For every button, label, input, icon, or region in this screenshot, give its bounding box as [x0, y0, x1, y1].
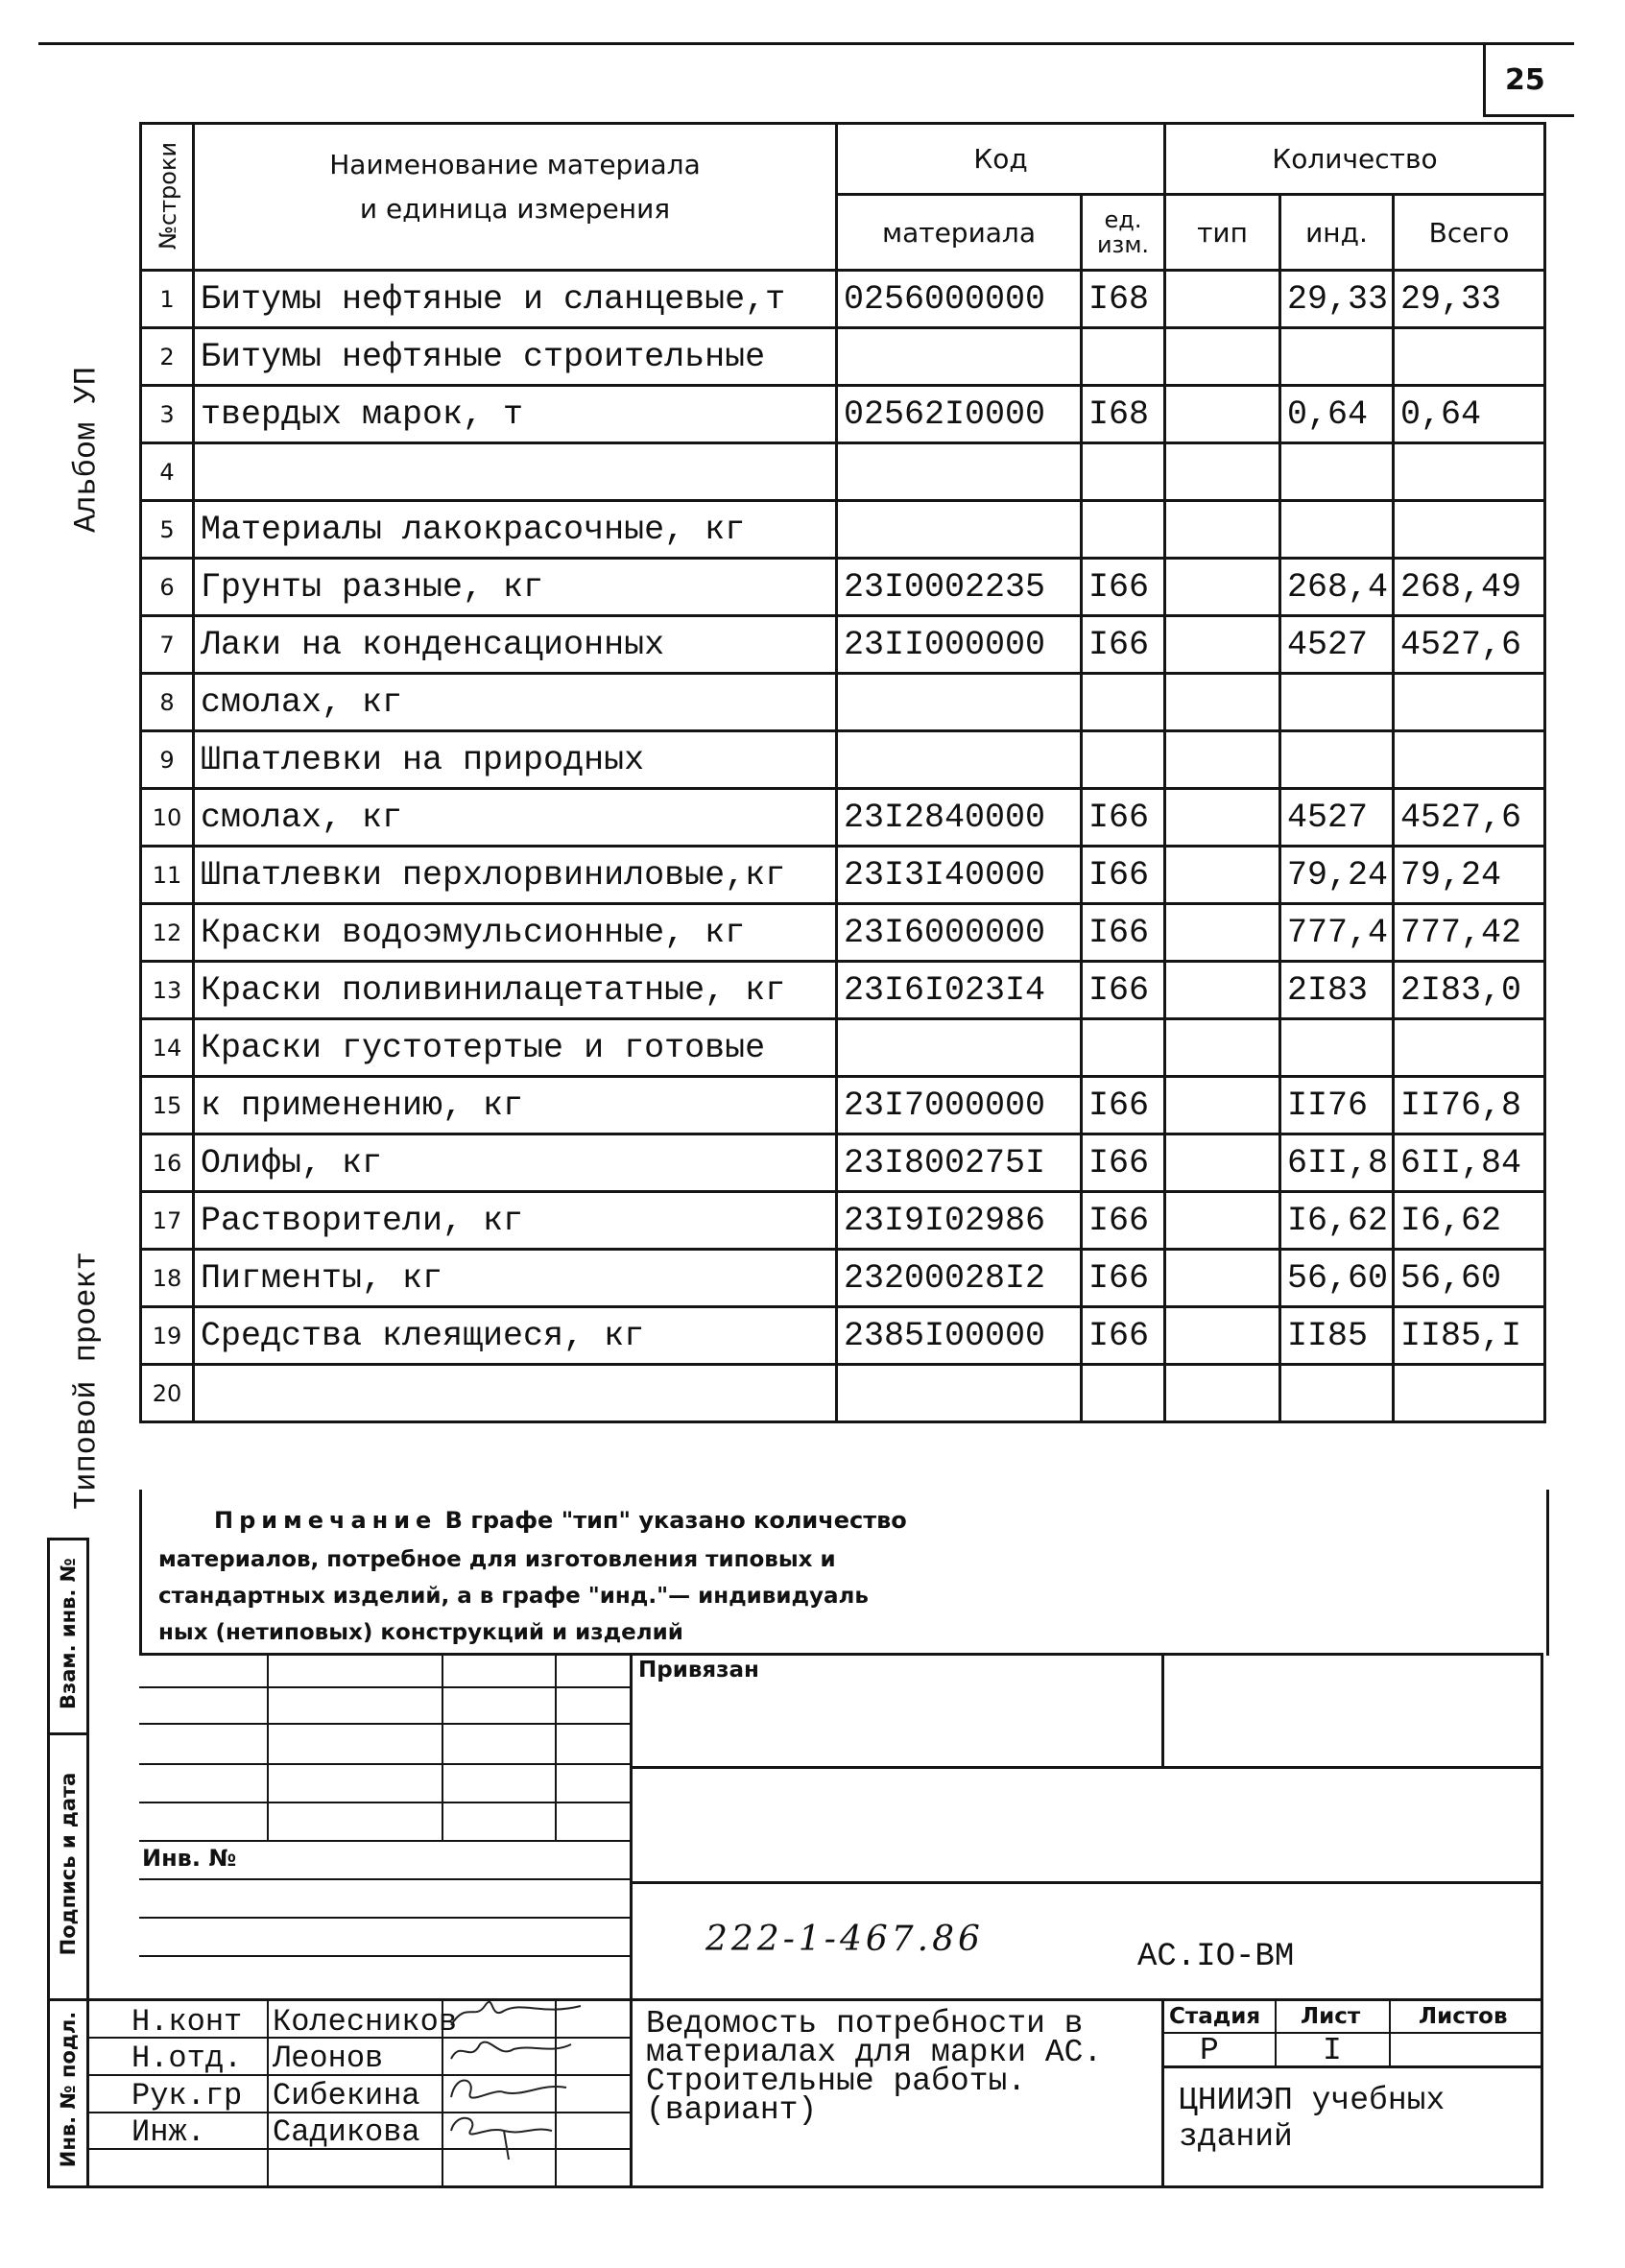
row-number-cell: 1: [141, 271, 194, 328]
unit-cell: [1082, 1019, 1165, 1077]
header-unit: [1082, 195, 1165, 271]
tb-v2: [442, 1653, 443, 1840]
row-number-cell: 14: [141, 1019, 194, 1077]
signatures-drawing: [437, 1992, 609, 2188]
row-number-cell: 15: [141, 1077, 194, 1134]
table-row: [141, 559, 1545, 616]
unit-cell: I66: [1082, 1077, 1165, 1134]
unit-cell: [1082, 443, 1165, 501]
note-line-4: ных (нетиповых) конструкций и изделий: [158, 1620, 683, 1645]
ind-cell: 2I83: [1280, 962, 1394, 1019]
header-tip: тип: [1165, 195, 1280, 271]
tb-r-v1: [1161, 1653, 1164, 1768]
material-code-cell: 02562I0000: [837, 386, 1082, 443]
header-row-no: №строки: [155, 141, 181, 251]
sheet-label: Лист: [1301, 2004, 1361, 2029]
tb-r-h3: [630, 1998, 1543, 2001]
material-name-cell: Шпатлевки на природных: [194, 731, 837, 789]
signatory-name: Колесников: [273, 2004, 458, 2040]
doc-number: 222-1-467.86: [705, 1920, 984, 1959]
material-name-cell: Растворители, кг: [194, 1192, 837, 1250]
ind-cell: 0,64: [1280, 386, 1394, 443]
ind-cell: [1280, 501, 1394, 559]
tip-cell: [1165, 501, 1280, 559]
signatory-name: Садикова: [273, 2114, 420, 2150]
total-cell: 4527,6: [1394, 616, 1545, 674]
ind-cell: [1280, 674, 1394, 731]
material-code-cell: 23I6I023I4: [837, 962, 1082, 1019]
tb-leftpart-right: [630, 1653, 633, 2188]
signature-4: [451, 2118, 552, 2160]
row-number-cell: 19: [141, 1307, 194, 1365]
page-number-box-bottom: [1483, 114, 1574, 117]
ind-cell: II76: [1280, 1077, 1394, 1134]
header-qty-group: Количество: [1165, 124, 1545, 195]
header-name-text: Наименование материала и единица измерения: [329, 149, 701, 225]
header-ind: инд.: [1280, 195, 1394, 271]
signature-1: [451, 2002, 581, 2025]
material-name-cell: [194, 1365, 837, 1422]
tb-v1b: [267, 1998, 269, 2188]
tip-cell: [1165, 1134, 1280, 1192]
row-number-cell: 12: [141, 904, 194, 962]
total-cell: 56,60: [1394, 1250, 1545, 1307]
signatory-role: Инж.: [131, 2114, 205, 2150]
header-row-1: [141, 124, 1545, 195]
material-name-cell: Битумы нефтяные строительные: [194, 328, 837, 386]
header-unit-text: ед. изм.: [1096, 206, 1150, 258]
material-name-cell: Грунты разные, кг: [194, 559, 837, 616]
table-row: [141, 1019, 1545, 1077]
title-line-2: материалах для марки АС.: [646, 2035, 1103, 2070]
header-name: [194, 124, 837, 271]
material-code-cell: 23200028I2: [837, 1250, 1082, 1307]
total-cell: II76,8: [1394, 1077, 1545, 1134]
side-label-vzam-inv: Взам. инв. №: [57, 1558, 80, 1709]
table-row: [141, 1250, 1545, 1307]
signatory-role: Н.отд.: [131, 2041, 243, 2076]
unit-cell: I66: [1082, 847, 1165, 904]
tb-r-h2: [630, 1881, 1543, 1884]
material-code-cell: 0256000000: [837, 271, 1082, 328]
total-cell: 29,33: [1394, 271, 1545, 328]
unit-cell: I66: [1082, 1307, 1165, 1365]
tip-cell: [1165, 616, 1280, 674]
material-code-cell: 23I0002235: [837, 559, 1082, 616]
top-rule: [38, 42, 1574, 45]
material-code-cell: 2385I00000: [837, 1307, 1082, 1365]
row-number-cell: 16: [141, 1134, 194, 1192]
signatory-name: Леонов: [273, 2041, 384, 2076]
tb-h7: [139, 1917, 633, 1919]
sheet-value: I: [1323, 2033, 1342, 2068]
tb-h1: [139, 1686, 633, 1688]
side-label-podpis-data: Подпись и дата: [57, 1772, 80, 1956]
material-code-cell: 23I7000000: [837, 1077, 1082, 1134]
note-line-2: материалов, потребное для изготовления типовых и: [158, 1547, 836, 1572]
ind-cell: [1280, 731, 1394, 789]
unit-cell: I68: [1082, 271, 1165, 328]
material-code-cell: 23II000000: [837, 616, 1082, 674]
table-row: [141, 386, 1545, 443]
material-name-cell: Лаки на конденсационных: [194, 616, 837, 674]
unit-cell: I66: [1082, 559, 1165, 616]
material-code-cell: [837, 1365, 1082, 1422]
material-name-cell: Битумы нефтяные и сланцевые,т: [194, 271, 837, 328]
ind-cell: 777,4: [1280, 904, 1394, 962]
row-number-cell: 4: [141, 443, 194, 501]
note-line-1: [214, 1507, 907, 1534]
tip-cell: [1165, 328, 1280, 386]
ind-cell: 29,33: [1280, 271, 1394, 328]
ind-cell: 56,60: [1280, 1250, 1394, 1307]
unit-cell: I66: [1082, 789, 1165, 847]
tip-cell: [1165, 847, 1280, 904]
materials-table: [139, 122, 1546, 1423]
table-row: [141, 616, 1545, 674]
title-line-3: Строительные работы.: [646, 2064, 1027, 2099]
ind-cell: II85: [1280, 1307, 1394, 1365]
tip-cell: [1165, 904, 1280, 962]
tip-cell: [1165, 962, 1280, 1019]
material-code-cell: [837, 731, 1082, 789]
page-number: 25: [1505, 63, 1545, 97]
material-name-cell: Краски водоэмульсионные, кг: [194, 904, 837, 962]
left-strip-inner: [86, 1538, 89, 2188]
row-number-cell: 2: [141, 328, 194, 386]
material-name-cell: смолах, кг: [194, 674, 837, 731]
table-row: [141, 731, 1545, 789]
unit-cell: I66: [1082, 904, 1165, 962]
left-strip-div1: [47, 1732, 89, 1735]
material-code-cell: 23I3I40000: [837, 847, 1082, 904]
org-line-2: зданий: [1179, 2119, 1293, 2155]
table-row: [141, 271, 1545, 328]
note-line-3: стандартных изделий, а в графе "инд."— индивидуаль: [158, 1584, 869, 1609]
signature-3: [451, 2081, 566, 2098]
material-code-cell: [837, 443, 1082, 501]
row-number-cell: 10: [141, 789, 194, 847]
total-cell: [1394, 1019, 1545, 1077]
row-number-cell: 18: [141, 1250, 194, 1307]
total-cell: 0,64: [1394, 386, 1545, 443]
table-row: [141, 501, 1545, 559]
table-row: [141, 962, 1545, 1019]
material-name-cell: Средства клеящиеся, кг: [194, 1307, 837, 1365]
material-code-cell: [837, 501, 1082, 559]
unit-cell: I66: [1082, 1250, 1165, 1307]
header-row-no-cell: [141, 124, 194, 271]
total-cell: [1394, 674, 1545, 731]
tb-r-v2: [1161, 1998, 1164, 2188]
tip-cell: [1165, 1192, 1280, 1250]
unit-cell: I66: [1082, 1192, 1165, 1250]
table-row: [141, 443, 1545, 501]
ind-cell: [1280, 1019, 1394, 1077]
tip-cell: [1165, 443, 1280, 501]
material-name-cell: [194, 443, 837, 501]
total-cell: 79,24: [1394, 847, 1545, 904]
material-name-cell: Пигменты, кг: [194, 1250, 837, 1307]
tb-h3: [139, 1763, 633, 1765]
unit-cell: [1082, 501, 1165, 559]
table-row: [141, 847, 1545, 904]
material-name-cell: Олифы, кг: [194, 1134, 837, 1192]
material-name-cell: Краски густотертые и готовые: [194, 1019, 837, 1077]
note-line-1-rest: В графе "тип" указано количество: [437, 1507, 907, 1534]
title-line-4: (вариант): [646, 2092, 818, 2128]
tip-cell: [1165, 789, 1280, 847]
tip-cell: [1165, 386, 1280, 443]
ind-cell: [1280, 328, 1394, 386]
tb-r-v4: [1389, 1998, 1391, 2067]
tb-right: [1541, 1653, 1543, 2188]
ind-cell: 4527: [1280, 789, 1394, 847]
tb-h4: [139, 1802, 633, 1803]
tb-h6: [139, 1878, 633, 1880]
material-name-cell: Шпатлевки перхлорвиниловые,кг: [194, 847, 837, 904]
tb-v3: [555, 1653, 557, 1840]
signatory-role: Рук.гр: [131, 2078, 243, 2113]
signatory-name: Сибекина: [273, 2078, 420, 2113]
material-code-cell: 23I2840000: [837, 789, 1082, 847]
row-number-cell: 20: [141, 1365, 194, 1422]
ind-cell: I6,62: [1280, 1192, 1394, 1250]
ind-cell: [1280, 443, 1394, 501]
doc-code: АС.IO-ВМ: [1137, 1939, 1295, 1975]
material-code-cell: [837, 328, 1082, 386]
unit-cell: [1082, 731, 1165, 789]
material-code-cell: 23I9I02986: [837, 1192, 1082, 1250]
ind-cell: 79,24: [1280, 847, 1394, 904]
row-number-cell: 9: [141, 731, 194, 789]
total-cell: II85,I: [1394, 1307, 1545, 1365]
table-row: [141, 674, 1545, 731]
row-number-cell: 17: [141, 1192, 194, 1250]
material-name-cell: смолах, кг: [194, 789, 837, 847]
side-label-album: Альбом УП: [68, 367, 105, 533]
material-name-cell: Материалы лакокрасочные, кг: [194, 501, 837, 559]
header-total: Всего: [1394, 195, 1545, 271]
total-cell: [1394, 1365, 1545, 1422]
unit-cell: I66: [1082, 962, 1165, 1019]
material-code-cell: 23I6000000: [837, 904, 1082, 962]
tb-top: [139, 1653, 1543, 1656]
total-cell: [1394, 731, 1545, 789]
total-cell: 777,42: [1394, 904, 1545, 962]
tb-h2: [139, 1723, 633, 1725]
header-code-group: Код: [837, 124, 1165, 195]
tip-cell: [1165, 1019, 1280, 1077]
unit-cell: [1082, 1365, 1165, 1422]
total-cell: 2I83,0: [1394, 962, 1545, 1019]
side-label-project: Типовой проект: [68, 1252, 105, 1510]
total-cell: [1394, 443, 1545, 501]
tb-h5: [139, 1840, 633, 1842]
tip-cell: [1165, 559, 1280, 616]
material-code-cell: [837, 1019, 1082, 1077]
material-name-cell: к применению, кг: [194, 1077, 837, 1134]
stage-label: Стадия: [1169, 2004, 1261, 2029]
tip-cell: [1165, 271, 1280, 328]
ind-cell: 268,4: [1280, 559, 1394, 616]
total-cell: 268,49: [1394, 559, 1545, 616]
unit-cell: I66: [1082, 616, 1165, 674]
tip-cell: [1165, 1365, 1280, 1422]
table-row: [141, 789, 1545, 847]
tb-r-h1: [630, 1766, 1543, 1769]
material-name-cell: Краски поливинилацетатные, кг: [194, 962, 837, 1019]
table-body: [141, 271, 1545, 1422]
stage-value: Р: [1200, 2033, 1219, 2068]
row-number-cell: 3: [141, 386, 194, 443]
total-cell: [1394, 501, 1545, 559]
privyazan-label: Привязан: [638, 1658, 759, 1683]
table-row: [141, 328, 1545, 386]
tb-bottom: [86, 2185, 1543, 2188]
material-name-cell: твердых марок, т: [194, 386, 837, 443]
unit-cell: [1082, 674, 1165, 731]
tip-cell: [1165, 731, 1280, 789]
ind-cell: 4527: [1280, 616, 1394, 674]
material-code-cell: 23I800275I: [837, 1134, 1082, 1192]
sheets-label: Листов: [1419, 2004, 1508, 2029]
total-cell: I6,62: [1394, 1192, 1545, 1250]
row-number-cell: 11: [141, 847, 194, 904]
unit-cell: [1082, 328, 1165, 386]
row-number-cell: 13: [141, 962, 194, 1019]
tb-r-v3: [1275, 1998, 1277, 2067]
note-label: Примечание: [214, 1507, 438, 1534]
tb-h8: [139, 1955, 633, 1957]
tip-cell: [1165, 1077, 1280, 1134]
row-number-cell: 8: [141, 674, 194, 731]
page-number-box-left: [1483, 42, 1486, 117]
material-code-cell: [837, 674, 1082, 731]
signatory-role: Н.конт: [131, 2004, 243, 2040]
tip-cell: [1165, 1307, 1280, 1365]
org-line-1: ЦНИИЭП учебных: [1179, 2083, 1446, 2118]
row-number-cell: 5: [141, 501, 194, 559]
unit-cell: I68: [1082, 386, 1165, 443]
tip-cell: [1165, 1250, 1280, 1307]
inv-no-label: Инв. №: [142, 1845, 237, 1872]
table-row: [141, 1307, 1545, 1365]
title-line-1: Ведомость потребности в: [646, 2006, 1084, 2041]
left-strip-outer: [47, 1538, 50, 2188]
row-number-cell: 6: [141, 559, 194, 616]
table-row: [141, 1192, 1545, 1250]
total-cell: 6II,84: [1394, 1134, 1545, 1192]
table-row: [141, 904, 1545, 962]
table-row: [141, 1077, 1545, 1134]
tb-v1: [267, 1653, 269, 1840]
table-row: [141, 1365, 1545, 1422]
row-number-cell: 7: [141, 616, 194, 674]
ind-cell: [1280, 1365, 1394, 1422]
total-cell: 4527,6: [1394, 789, 1545, 847]
header-code-material: материала: [837, 195, 1082, 271]
total-cell: [1394, 328, 1545, 386]
unit-cell: I66: [1082, 1134, 1165, 1192]
table-row: [141, 1134, 1545, 1192]
side-label-inv-podl: Инв. № подл.: [57, 2011, 80, 2168]
tip-cell: [1165, 674, 1280, 731]
signature-2: [451, 2042, 571, 2059]
ind-cell: 6II,8: [1280, 1134, 1394, 1192]
